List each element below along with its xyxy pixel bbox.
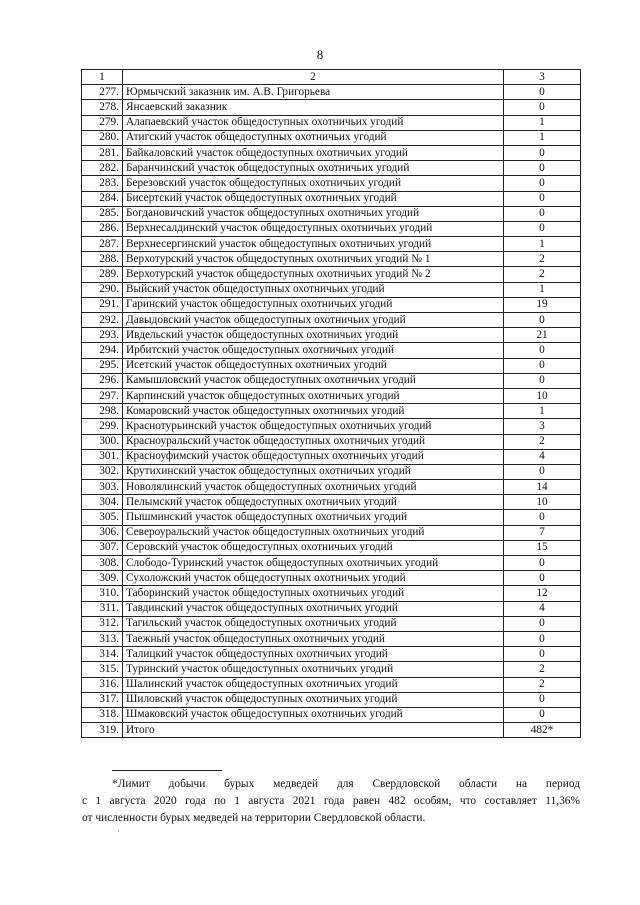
table-row bbox=[82, 571, 581, 586]
row-number: 283. bbox=[82, 176, 123, 191]
table-row bbox=[82, 404, 581, 419]
row-name: Ивдельский участок общедоступных охотничьих угодий bbox=[123, 328, 504, 343]
row-name: Верхотурский участок общедоступных охотничьих угодий № 2 bbox=[123, 267, 504, 282]
row-value: 4 bbox=[504, 449, 581, 464]
row-value: 0 bbox=[504, 85, 581, 100]
row-name: Богдановичский участок общедоступных охотничьих угодий bbox=[123, 206, 504, 221]
table-row bbox=[82, 358, 581, 373]
row-value: 482* bbox=[504, 723, 581, 738]
row-number: 312. bbox=[82, 616, 123, 631]
table-row bbox=[82, 449, 581, 464]
scan-dot: · bbox=[117, 826, 120, 836]
table-row bbox=[82, 677, 581, 692]
row-name: Тагильский участок общедоступных охотничьих угодий bbox=[123, 616, 504, 631]
table-row bbox=[82, 662, 581, 677]
row-name: Красноуфимский участок общедоступных охотничьих угодий bbox=[123, 449, 504, 464]
table-row bbox=[82, 161, 581, 176]
table-row bbox=[82, 313, 581, 328]
row-name: Крутихинский участок общедоступных охотничьих угодий bbox=[123, 464, 504, 479]
row-number: 288. bbox=[82, 252, 123, 267]
table-row bbox=[82, 282, 581, 297]
row-name: Янсаевский заказник bbox=[123, 100, 504, 115]
row-name: Атигский участок общедоступных охотничьих угодий bbox=[123, 130, 504, 145]
table-row bbox=[82, 206, 581, 221]
row-name: Бисертский участок общедоступных охотничьих угодий bbox=[123, 191, 504, 206]
row-value: 2 bbox=[504, 677, 581, 692]
row-number: 306. bbox=[82, 525, 123, 540]
table-row bbox=[82, 221, 581, 236]
row-value: 0 bbox=[504, 100, 581, 115]
row-name: Итого bbox=[123, 723, 504, 738]
page-number: 8 bbox=[316, 47, 324, 62]
row-name: Баранчинский участок общедоступных охотничьих угодий bbox=[123, 161, 504, 176]
row-number: 279. bbox=[82, 115, 123, 130]
row-number: 311. bbox=[82, 601, 123, 616]
column-header-1: 1 bbox=[82, 70, 123, 85]
footnote-divider bbox=[112, 770, 222, 771]
table-row bbox=[82, 692, 581, 707]
row-number: 280. bbox=[82, 130, 123, 145]
row-number: 305. bbox=[82, 510, 123, 525]
table-row bbox=[82, 495, 581, 510]
row-number: 289. bbox=[82, 267, 123, 282]
row-value: 2 bbox=[504, 662, 581, 677]
row-value: 2 bbox=[504, 252, 581, 267]
table-row bbox=[82, 191, 581, 206]
row-number: 310. bbox=[82, 586, 123, 601]
table-row bbox=[82, 297, 581, 312]
row-value: 14 bbox=[504, 480, 581, 495]
row-value: 0 bbox=[504, 161, 581, 176]
table-row bbox=[82, 130, 581, 145]
table-row bbox=[82, 707, 581, 722]
row-value: 1 bbox=[504, 282, 581, 297]
row-number: 299. bbox=[82, 419, 123, 434]
table-row bbox=[82, 85, 581, 100]
row-name: Таежный участок общедоступных охотничьих угодий bbox=[123, 631, 504, 646]
row-name: Байкаловский участок общедоступных охотничьих угодий bbox=[123, 145, 504, 160]
row-number: 309. bbox=[82, 571, 123, 586]
row-value: 0 bbox=[504, 631, 581, 646]
row-name: Серовский участок общедоступных охотничьих угодий bbox=[123, 540, 504, 555]
row-name: Краснотурьинский участок общедоступных охотничьих угодий bbox=[123, 419, 504, 434]
row-number: 281. bbox=[82, 145, 123, 160]
row-name: Красноуральский участок общедоступных охотничьих угодий bbox=[123, 434, 504, 449]
row-value: 0 bbox=[504, 464, 581, 479]
row-number: 300. bbox=[82, 434, 123, 449]
row-number: 317. bbox=[82, 692, 123, 707]
footnote bbox=[82, 776, 580, 827]
row-name: Талицкий участок общедоступных охотничьих угодий bbox=[123, 647, 504, 662]
row-value: 0 bbox=[504, 647, 581, 662]
table-row bbox=[82, 100, 581, 115]
row-value: 12 bbox=[504, 586, 581, 601]
row-value: 0 bbox=[504, 145, 581, 160]
row-name: Гаринский участок общедоступных охотничьих угодий bbox=[123, 297, 504, 312]
row-number: 278. bbox=[82, 100, 123, 115]
row-value: 0 bbox=[504, 343, 581, 358]
row-value: 0 bbox=[504, 373, 581, 388]
row-number: 286. bbox=[82, 221, 123, 236]
row-value: 10 bbox=[504, 388, 581, 403]
table-row bbox=[82, 176, 581, 191]
row-number: 319. bbox=[82, 723, 123, 738]
row-number: 295. bbox=[82, 358, 123, 373]
row-number: 314. bbox=[82, 647, 123, 662]
row-name: Алапаевский участок общедоступных охотничьих угодий bbox=[123, 115, 504, 130]
row-value: 1 bbox=[504, 115, 581, 130]
table-row bbox=[82, 631, 581, 646]
table-row bbox=[82, 373, 581, 388]
row-value: 0 bbox=[504, 692, 581, 707]
row-name: Ирбитский участок общедоступных охотничьих угодий bbox=[123, 343, 504, 358]
table-row bbox=[82, 145, 581, 160]
row-number: 307. bbox=[82, 540, 123, 555]
row-value: 21 bbox=[504, 328, 581, 343]
table-row bbox=[82, 434, 581, 449]
table-row bbox=[82, 419, 581, 434]
row-number: 301. bbox=[82, 449, 123, 464]
row-value: 0 bbox=[504, 221, 581, 236]
row-name: Верхнесергинский участок общедоступных охотничьих угодий bbox=[123, 237, 504, 252]
row-name: Комаровский участок общедоступных охотничьих угодий bbox=[123, 404, 504, 419]
row-number: 298. bbox=[82, 404, 123, 419]
row-number: 297. bbox=[82, 388, 123, 403]
row-value: 2 bbox=[504, 267, 581, 282]
row-name: Пышминский участок общедоступных охотничьих угодий bbox=[123, 510, 504, 525]
table-row bbox=[82, 723, 581, 738]
row-number: 282. bbox=[82, 161, 123, 176]
row-name: Березовский участок общедоступных охотничьих угодий bbox=[123, 176, 504, 191]
row-name: Выйский участок общедоступных охотничьих угодий bbox=[123, 282, 504, 297]
table-row bbox=[82, 328, 581, 343]
footnote-line-1: *Лимит добычи бурых медведей для Свердловской области на период bbox=[112, 778, 580, 790]
row-number: 294. bbox=[82, 343, 123, 358]
row-number: 313. bbox=[82, 631, 123, 646]
footnote-line-2: с 1 августа 2020 года по 1 августа 2021 года равен 482 особям, что составляет 11,36% bbox=[82, 795, 580, 807]
row-name: Таборинский участок общедоступных охотничьих угодий bbox=[123, 586, 504, 601]
table-row bbox=[82, 237, 581, 252]
row-name: Верхотурский участок общедоступных охотничьих угодий № 1 bbox=[123, 252, 504, 267]
row-value: 1 bbox=[504, 237, 581, 252]
row-number: 287. bbox=[82, 237, 123, 252]
row-name: Верхнесалдинский участок общедоступных охотничьих угодий bbox=[123, 221, 504, 236]
table-row bbox=[82, 616, 581, 631]
row-name: Слободо-Туринский участок общедоступных охотничьих угодий bbox=[123, 556, 504, 571]
row-value: 7 bbox=[504, 525, 581, 540]
row-number: 296. bbox=[82, 373, 123, 388]
row-number: 290. bbox=[82, 282, 123, 297]
row-value: 15 bbox=[504, 540, 581, 555]
table-row bbox=[82, 115, 581, 130]
table-row bbox=[82, 510, 581, 525]
row-name: Сухоложский участок общедоступных охотничьих угодий bbox=[123, 571, 504, 586]
row-number: 291. bbox=[82, 297, 123, 312]
footnote-line-3: от численности бурых медведей на территории Свердловской области. bbox=[82, 812, 426, 824]
row-value: 0 bbox=[504, 313, 581, 328]
row-name: Туринский участок общедоступных охотничьих угодий bbox=[123, 662, 504, 677]
table-row bbox=[82, 647, 581, 662]
row-value: 0 bbox=[504, 358, 581, 373]
table-row bbox=[82, 480, 581, 495]
row-number: 316. bbox=[82, 677, 123, 692]
table-row bbox=[82, 540, 581, 555]
row-name: Исетский участок общедоступных охотничьих угодий bbox=[123, 358, 504, 373]
row-name: Тавдинский участок общедоступных охотничьих угодий bbox=[123, 601, 504, 616]
row-name: Давыдовский участок общедоступных охотничьих угодий bbox=[123, 313, 504, 328]
row-value: 0 bbox=[504, 191, 581, 206]
row-name: Новолялинский участок общедоступных охотничьих угодий bbox=[123, 480, 504, 495]
table-row bbox=[82, 464, 581, 479]
row-value: 1 bbox=[504, 404, 581, 419]
table-row bbox=[82, 388, 581, 403]
row-value: 3 bbox=[504, 419, 581, 434]
row-value: 0 bbox=[504, 206, 581, 221]
row-value: 0 bbox=[504, 176, 581, 191]
row-name: Юрмычский заказник им. А.В. Григорьева bbox=[123, 85, 504, 100]
table-row bbox=[82, 343, 581, 358]
table-row bbox=[82, 267, 581, 282]
row-name: Камышловский участок общедоступных охотничьих угодий bbox=[123, 373, 504, 388]
row-value: 0 bbox=[504, 510, 581, 525]
row-name: Карпинский участок общедоступных охотничьих угодий bbox=[123, 388, 504, 403]
table-row bbox=[82, 601, 581, 616]
table-row bbox=[82, 252, 581, 267]
row-number: 284. bbox=[82, 191, 123, 206]
row-name: Шиловский участок общедоступных охотничьих угодий bbox=[123, 692, 504, 707]
row-name: Пелымский участок общедоступных охотничьих угодий bbox=[123, 495, 504, 510]
row-value: 10 bbox=[504, 495, 581, 510]
row-name: Шалинский участок общедоступных охотничьих угодий bbox=[123, 677, 504, 692]
row-number: 277. bbox=[82, 85, 123, 100]
row-number: 304. bbox=[82, 495, 123, 510]
row-value: 0 bbox=[504, 571, 581, 586]
table-row bbox=[82, 556, 581, 571]
row-name: Североуральский участок общедоступных охотничьих угодий bbox=[123, 525, 504, 540]
row-value: 2 bbox=[504, 434, 581, 449]
row-value: 19 bbox=[504, 297, 581, 312]
row-number: 303. bbox=[82, 480, 123, 495]
table-header-row bbox=[82, 70, 581, 85]
row-value: 4 bbox=[504, 601, 581, 616]
limits-table bbox=[81, 69, 581, 738]
column-header-2: 2 bbox=[123, 70, 504, 85]
row-number: 293. bbox=[82, 328, 123, 343]
row-number: 302. bbox=[82, 464, 123, 479]
row-number: 318. bbox=[82, 707, 123, 722]
row-number: 285. bbox=[82, 206, 123, 221]
table-row bbox=[82, 525, 581, 540]
row-value: 0 bbox=[504, 707, 581, 722]
column-header-3: 3 bbox=[504, 70, 581, 85]
row-number: 308. bbox=[82, 556, 123, 571]
row-value: 0 bbox=[504, 556, 581, 571]
row-value: 1 bbox=[504, 130, 581, 145]
row-number: 292. bbox=[82, 313, 123, 328]
row-number: 315. bbox=[82, 662, 123, 677]
row-name: Шмаковский участок общедоступных охотничьих угодий bbox=[123, 707, 504, 722]
row-value: 0 bbox=[504, 616, 581, 631]
table-row bbox=[82, 586, 581, 601]
